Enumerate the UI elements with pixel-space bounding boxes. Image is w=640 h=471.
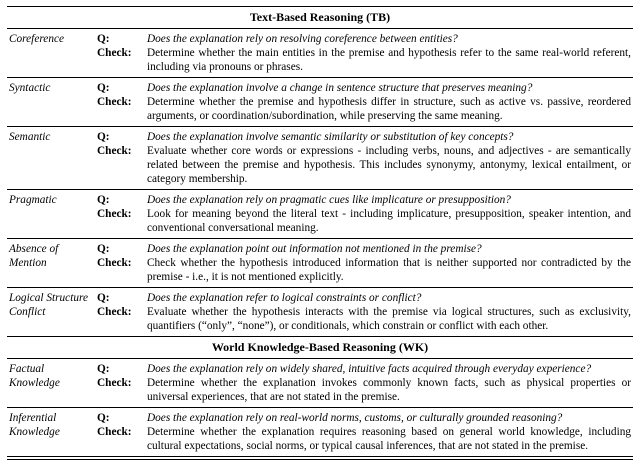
category-label: Semantic bbox=[9, 131, 51, 143]
check-text: Determine whether the explanation invokes commonly known facts, such as physical properties or universal experiences, that are not stated in the premise. bbox=[147, 377, 631, 403]
category-label: Absence of Mention bbox=[9, 243, 59, 269]
check-text: Evaluate whether the hypothesis interacts with the premise via logical structures, such as exclusivity, quantifiers (“only”, “none”), or conditionals, which constrain or conflict with each other. bbox=[147, 306, 631, 332]
question-text: Does the explanation rely on pragmatic cues like implicature or presupposition? bbox=[147, 194, 511, 206]
category-label: Logical Structure Conflict bbox=[9, 292, 88, 318]
q-label: Q: bbox=[97, 292, 110, 304]
check-label: Check: bbox=[97, 426, 132, 438]
q-label: Q: bbox=[97, 412, 110, 424]
check-text: Determine whether the premise and hypothesis differ in structure, such as active vs. passive, reordered arguments, or coordination/subordination, while preserving the same meaning. bbox=[147, 96, 631, 122]
category-label: Coreference bbox=[9, 33, 64, 45]
question-text: Does the explanation rely on real-world norms, customs, or culturally grounded reasoning? bbox=[147, 412, 563, 424]
q-label: Q: bbox=[97, 243, 110, 255]
category-label: Inferential Knowledge bbox=[9, 412, 60, 438]
check-label: Check: bbox=[97, 47, 132, 59]
category-label: Pragmatic bbox=[9, 194, 57, 206]
question-text: Does the explanation rely on resolving coreference between entities? bbox=[147, 33, 458, 45]
q-label: Q: bbox=[97, 131, 110, 143]
section-header-wk: World Knowledge-Based Reasoning (WK) bbox=[7, 336, 633, 358]
table-row-syntactic bbox=[7, 77, 633, 126]
table-row-factual-knowledge bbox=[7, 358, 633, 407]
check-text: Check whether the hypothesis introduced information that is neither supported nor contradicted by the premise - i.e., it is not mentioned explicitly. bbox=[147, 257, 631, 283]
table-row-coreference bbox=[7, 28, 633, 77]
table-row-absence-of-mention bbox=[7, 238, 633, 287]
question-text: Does the explanation refer to logical constraints or conflict? bbox=[147, 292, 422, 304]
q-label: Q: bbox=[97, 363, 110, 375]
table-row-inferential-knowledge bbox=[7, 407, 633, 457]
check-text: Look for meaning beyond the literal text - including implicature, presupposition, speaker intention, and conventional conversational meaning. bbox=[147, 208, 631, 234]
check-label: Check: bbox=[97, 257, 132, 269]
check-text: Evaluate whether core words or expressions - including verbs, nouns, and adjectives - are semantically related between the premise and hypothesis. This includes synonymy, antonymy, lexical entailment, or category membership. bbox=[147, 145, 631, 185]
check-label: Check: bbox=[97, 208, 132, 220]
category-label: Syntactic bbox=[9, 82, 51, 94]
q-label: Q: bbox=[97, 33, 110, 45]
table-row-pragmatic bbox=[7, 189, 633, 238]
check-label: Check: bbox=[97, 96, 132, 108]
check-text: Determine whether the explanation requires reasoning based on general world knowledge, including cultural expectations, social norms, or typical causal inferences, that are not stated in the premise. bbox=[147, 426, 631, 452]
table-row-logical-structure-conflict bbox=[7, 287, 633, 336]
check-label: Check: bbox=[97, 306, 132, 318]
check-text: Determine whether the main entities in the premise and hypothesis refer to the same real-world referent, including via pronouns or phrases. bbox=[147, 47, 631, 73]
question-text: Does the explanation involve a change in sentence structure that preserves meaning? bbox=[147, 82, 533, 94]
section-header-tb: Text-Based Reasoning (TB) bbox=[249, 10, 391, 24]
q-label: Q: bbox=[97, 82, 110, 94]
category-label: Factual Knowledge bbox=[9, 363, 60, 389]
reasoning-criteria-table bbox=[7, 6, 633, 460]
check-label: Check: bbox=[97, 145, 132, 157]
table-row-semantic bbox=[7, 126, 633, 189]
question-text: Does the explanation point out information not mentioned in the premise? bbox=[147, 243, 482, 255]
q-label: Q: bbox=[97, 194, 110, 206]
question-text: Does the explanation rely on widely shared, intuitive facts acquired through everyday experience? bbox=[147, 363, 592, 375]
check-label: Check: bbox=[97, 377, 132, 389]
question-text: Does the explanation involve semantic similarity or substitution of key concepts? bbox=[147, 131, 514, 143]
